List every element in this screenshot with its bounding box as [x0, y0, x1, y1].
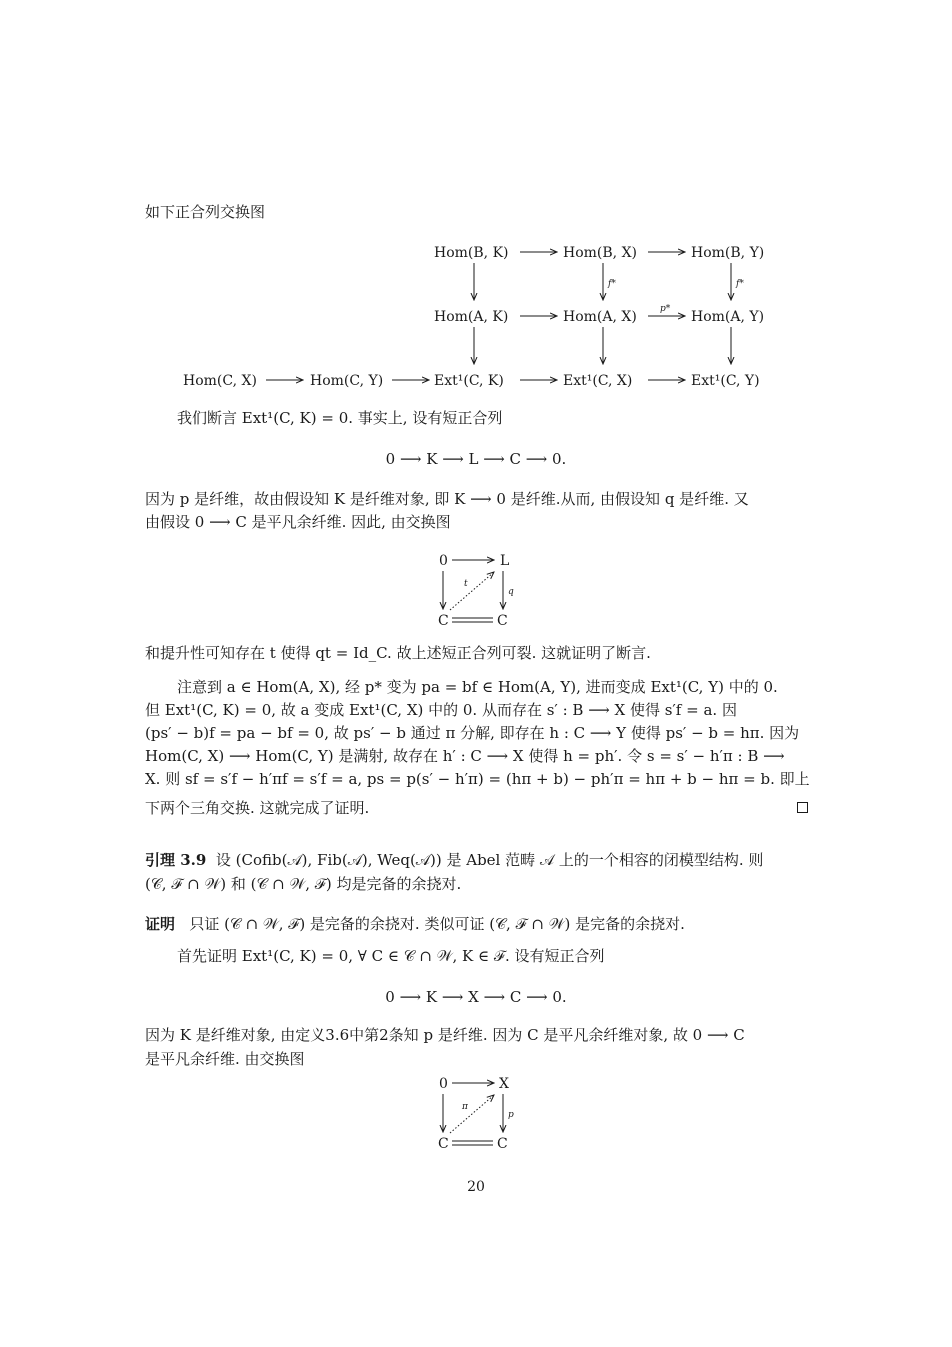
cd3-label-p: p: [508, 1110, 514, 1120]
proof-heading: 证明: [145, 915, 176, 933]
cd1-node: Ext¹(C, K): [434, 373, 504, 389]
cd3-node: C: [497, 1136, 508, 1152]
cd1-label-f: f*: [608, 279, 616, 289]
paragraph-line: 由假设 0 ⟶ C 是平凡余纤维. 因此, 由交换图: [145, 513, 451, 531]
cd2-label-q: q: [508, 587, 514, 597]
cd1-node: Hom(B, K): [434, 245, 509, 261]
short-exact-sequence-2: 0 ⟶ K ⟶ X ⟶ C ⟶ 0.: [385, 988, 567, 1006]
cd1-node: Hom(A, K): [434, 309, 509, 325]
cd2-node: 0: [439, 553, 448, 569]
cd3-node: C: [438, 1136, 449, 1152]
cd1-node: Ext¹(C, X): [563, 373, 633, 389]
cd3-node: 0: [439, 1076, 448, 1092]
page-number: 20: [467, 1179, 485, 1195]
paragraph-line: 但 Ext¹(C, K) = 0, 故 a 变成 Ext¹(C, X) 中的 0. 从而存在 s′ : B ⟶ X 使得 s′f = a. 因: [145, 701, 737, 719]
cd1-node: Ext¹(C, Y): [691, 373, 760, 389]
cd2-label-t: t: [464, 579, 468, 589]
paragraph-line: Hom(C, X) ⟶ Hom(C, Y) 是满射, 故存在 h′ : C ⟶ X 使得 h = ph′. 令 s = s′ − h′π : B ⟶: [145, 747, 785, 765]
paragraph-line: (ps′ − b)f = pa − bf = 0, 故 ps′ − b 通过 π 分解, 即存在 h : C ⟶ Y 使得 ps′ − b = hπ. 因为: [145, 724, 800, 742]
lemma-statement: 设 (Cofib(𝒜), Fib(𝒜), Weq(𝒜)) 是 Abel 范畴 𝒜 上的一个相容的闭模型结构. 则: [215, 851, 764, 869]
paragraph-line: 因为 K 是纤维对象, 由定义3.6中第2条知 p 是纤维. 因为 C 是平凡余纤维对象, 故 0 ⟶ C: [145, 1026, 745, 1044]
cd1-node: Hom(A, X): [563, 309, 637, 325]
cd1-node: Hom(C, Y): [310, 373, 384, 389]
cd2-node: C: [497, 613, 508, 629]
cd1-node: Hom(B, X): [563, 245, 637, 261]
cd1-node: Hom(A, Y): [691, 309, 765, 325]
cd1-label-p: p*: [660, 304, 671, 314]
cd2-node: L: [500, 553, 510, 569]
short-exact-sequence-1: 0 ⟶ K ⟶ L ⟶ C ⟶ 0.: [385, 450, 567, 468]
cd3-node: X: [499, 1076, 509, 1092]
paragraph-line: 注意到 a ∈ Hom(A, X), 经 p* 变为 pa = bf ∈ Hom(A, Y), 进而变成 Ext¹(C, Y) 中的 0.: [177, 678, 778, 696]
lemma-heading: 引理 3.9: [145, 851, 207, 869]
lemma-statement-line: (𝒞, ℱ ∩ 𝒲) 和 (𝒞 ∩ 𝒲, ℱ) 均是完备的余挠对.: [145, 875, 462, 893]
cd3-label-pi: π: [462, 1102, 468, 1112]
paragraph-line: X. 则 sf = s′f − h′πf = s′f = a, ps = p(s′ − h′π) = (hπ + b) − ph′π = hπ + b − hπ = b. 即上: [145, 770, 810, 788]
claim-text: 我们断言 Ext¹(C, K) = 0. 事实上, 设有短正合列: [177, 409, 503, 427]
cd1-node: Hom(C, X): [183, 373, 257, 389]
paragraph-line: 是平凡余纤维. 由交换图: [145, 1050, 305, 1068]
intro-text: 如下正合列交换图: [145, 203, 266, 221]
cd1-node: Hom(B, Y): [691, 245, 765, 261]
paragraph-line: 因为 p 是纤维，故由假设知 K 是纤维对象, 即 K ⟶ 0 是纤维.从而, 由假设知 q 是纤维. 又: [145, 490, 749, 508]
cd3-diagonal-arrow: [450, 1095, 494, 1133]
paragraph-line: 下两个三角交换. 这就完成了证明.: [145, 799, 370, 817]
proof-text: 只证 (𝒞 ∩ 𝒲, ℱ) 是完备的余挠对. 类似可证 (𝒞, ℱ ∩ 𝒲) 是完备的余挠对.: [189, 915, 685, 933]
cd2-node: C: [438, 613, 449, 629]
paragraph-line: 和提升性可知存在 t 使得 qt = Id_C. 故上述短正合列可裂. 这就证明了断言.: [145, 644, 651, 662]
paragraph-line: 首先证明 Ext¹(C, K) = 0, ∀ C ∈ 𝒞 ∩ 𝒲, K ∈ ℱ. 设有短正合列: [177, 947, 605, 965]
cd1-label-f: f*: [736, 279, 744, 289]
